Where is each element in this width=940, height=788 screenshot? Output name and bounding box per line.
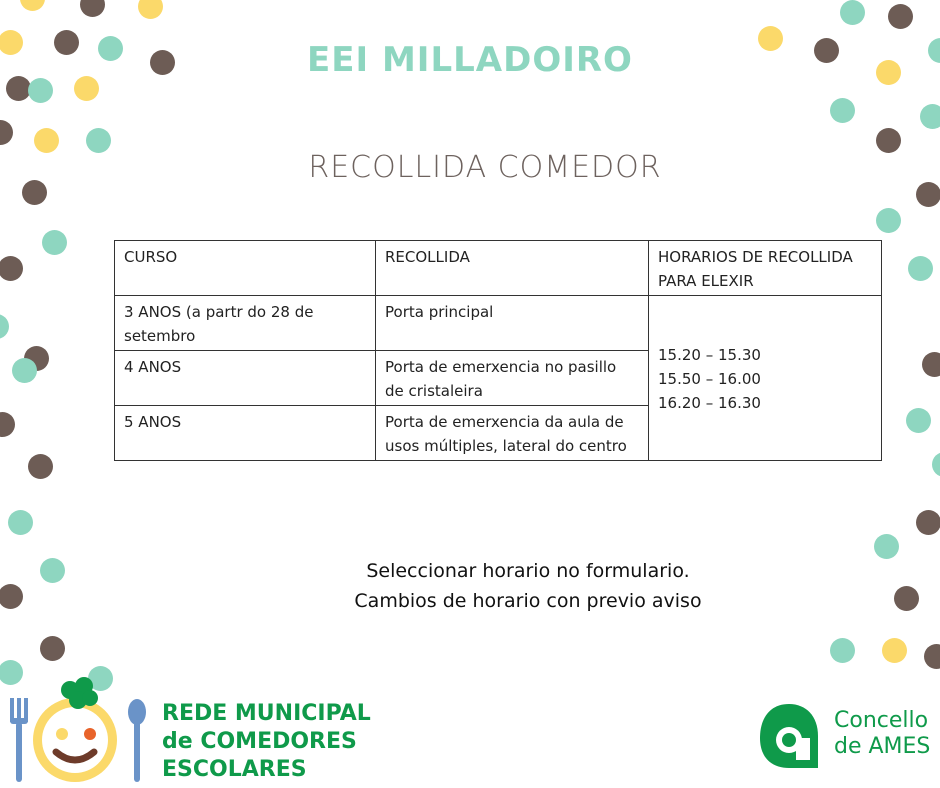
dot — [80, 0, 105, 17]
header-recollida: RECOLLIDA — [376, 241, 649, 296]
cell-recollida: Porta de emerxencia no pasillo de cristaleira — [376, 351, 649, 406]
page-title: EEI MILLADOIRO — [307, 40, 633, 80]
dot — [0, 412, 15, 437]
dot — [908, 256, 933, 281]
dot — [932, 452, 940, 477]
cell-curso: 3 ANOS (a partr do 28 de setembro — [115, 296, 376, 351]
cell-recollida: Porta de emerxencia da aula de usos múltiples, lateral do centro — [376, 406, 649, 461]
dot — [924, 644, 940, 669]
note — [300, 556, 756, 616]
table-header-row — [115, 241, 882, 296]
dot — [894, 586, 919, 611]
spoon-icon — [128, 699, 146, 782]
dot — [922, 352, 940, 377]
cell-times — [649, 296, 882, 461]
dot — [830, 638, 855, 663]
header-curso: CURSO — [115, 241, 376, 296]
header-horarios: HORARIOS DE RECOLLIDA PARA ELEXIR — [649, 241, 882, 296]
concello-ames-text — [834, 708, 930, 760]
page-subtitle: RECOLLIDA COMEDOR — [308, 150, 662, 185]
schedule-table — [114, 240, 882, 461]
cell-recollida: Porta principal — [376, 296, 649, 351]
cell-curso: 5 ANOS — [115, 406, 376, 461]
rede-municipal-text — [162, 700, 371, 784]
dot — [8, 510, 33, 535]
table-row — [115, 296, 882, 351]
dot — [0, 120, 13, 145]
note-line: Cambios de horario con previo aviso — [354, 590, 702, 612]
dot — [876, 208, 901, 233]
dot — [0, 314, 9, 339]
time-slot: 15.50 – 16.00 — [658, 370, 761, 388]
concello-line: de AMES — [834, 734, 931, 759]
dot — [906, 408, 931, 433]
cell-curso: 4 ANOS — [115, 351, 376, 406]
dot — [28, 78, 53, 103]
dot — [830, 98, 855, 123]
dot — [916, 510, 940, 535]
dot — [28, 454, 53, 479]
dot — [0, 256, 23, 281]
dot — [916, 182, 940, 207]
concello-ames-logo-icon — [756, 700, 822, 772]
note-line: Seleccionar horario no formulario. — [366, 560, 690, 582]
time-slot: 15.20 – 15.30 — [658, 346, 761, 364]
dot — [888, 4, 913, 29]
time-slot: 16.20 – 16.30 — [658, 394, 761, 412]
rede-line: REDE MUNICIPAL — [162, 701, 371, 726]
dot — [920, 104, 940, 129]
rede-line: de COMEDORES — [162, 729, 357, 754]
dot — [138, 0, 163, 19]
dot — [0, 584, 23, 609]
dot — [12, 358, 37, 383]
dot — [20, 0, 45, 11]
dot — [882, 638, 907, 663]
dot — [840, 0, 865, 25]
dot — [42, 230, 67, 255]
dot — [874, 534, 899, 559]
dot — [40, 558, 65, 583]
dot — [40, 636, 65, 661]
concello-line: Concello — [834, 708, 929, 733]
fork-icon — [10, 698, 28, 782]
rede-line: ESCOLARES — [162, 757, 307, 782]
